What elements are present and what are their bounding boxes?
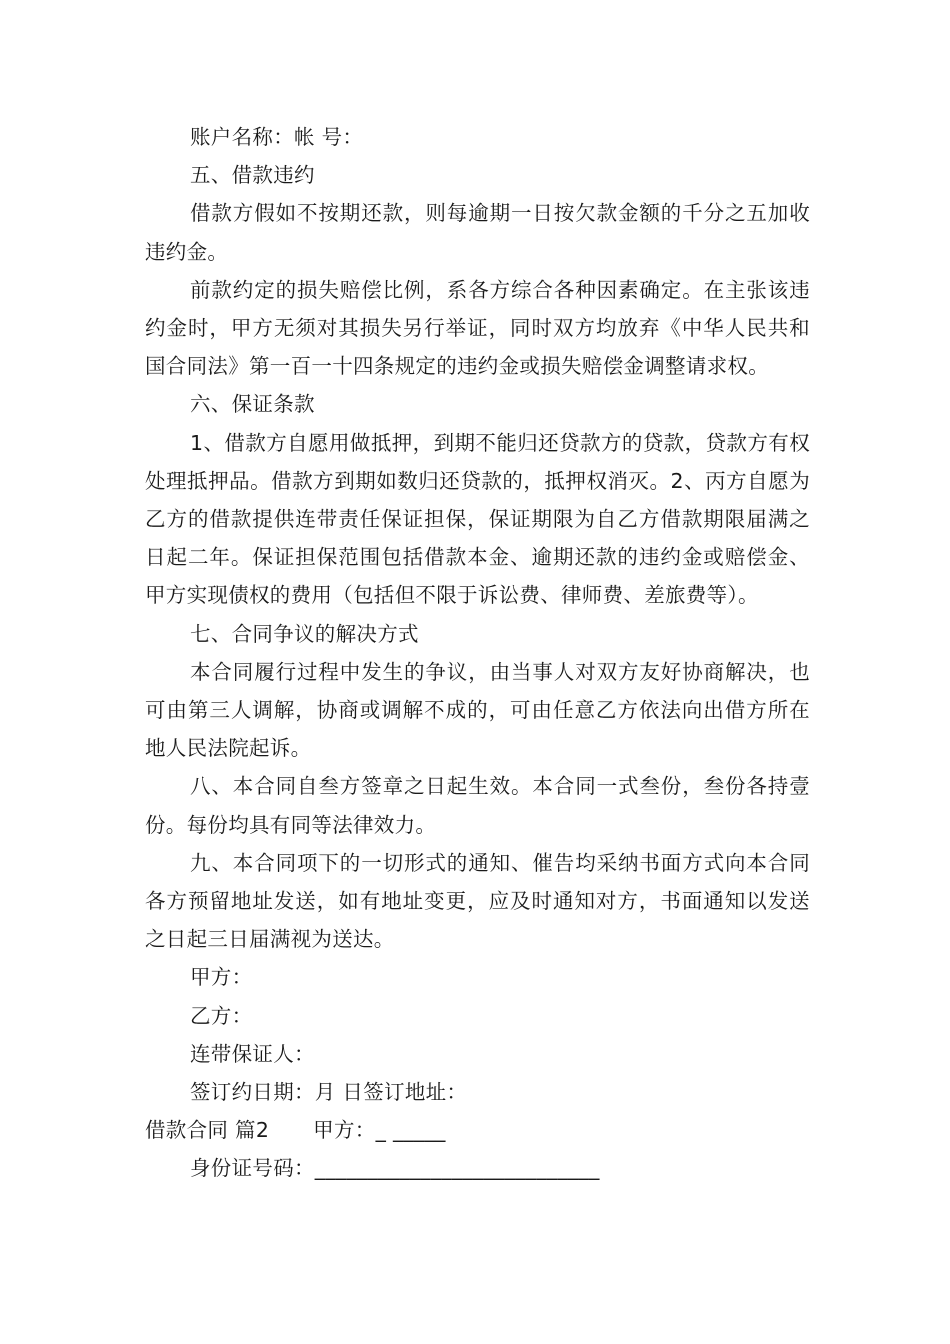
section-nine-paragraph: 九、本合同项下的一切形式的通知、催告均采纳书面方式向本合同各方预留地址发送，如有地址变更，应及时通知对方，书面通知以发送之日起三日届满视为送达。: [145, 850, 810, 952]
section-six-paragraph: 1、借款方自愿用做抵押，到期不能归还贷款方的贷款，贷款方有权处理抵押品。借款方到期如数归还贷款的，抵押权消灭。2、丙方自愿为乙方的借款提供连带责任保证担保，保证期限为自乙方借款期限届满之日起二年。保证担保范围包括借款本金、逾期还款的违约金或赔偿金、甲方实现债权的费用（包括但不限于诉讼费、律师费、差旅费等）。: [145, 430, 810, 608]
signing-date-place-line: 签订约日期：月 日签订地址：: [190, 1080, 468, 1105]
section-six-heading: 六、保证条款: [190, 392, 315, 417]
section-five-heading: 五、借款违约: [190, 163, 315, 188]
document-body: [145, 118, 810, 1188]
party-b-signature-line: 乙方：: [190, 1003, 253, 1028]
section-eight-paragraph: 八、本合同自叁方签章之日起生效。本合同一式叁份，叁份各持壹份。每份均具有同等法律效力。: [145, 774, 810, 837]
party-a-signature-line: 甲方：: [190, 965, 253, 990]
contract-two-party-a: 甲方：_ _____: [313, 1118, 446, 1143]
contract-two-title: 借款合同 篇2: [145, 1118, 270, 1143]
section-five-paragraph-1: 借款方假如不按期还款，则每逾期一日按欠款金额的千分之五加收违约金。: [145, 201, 810, 264]
section-seven-paragraph: 本合同履行过程中发生的争议，由当事人对双方友好协商解决，也可由第三人调解，协商或调解不成的，可由任意乙方依法向出借方所在地人民法院起诉。: [145, 659, 810, 761]
account-line: 账户名称：帐 号：: [190, 125, 364, 149]
id-number-line: 身份证号码：___________________________: [190, 1156, 600, 1181]
guarantor-signature-line: 连带保证人：: [190, 1041, 315, 1066]
section-five-paragraph-2: 前款约定的损失赔偿比例，系各方综合各种因素确定。在主张该违约金时，甲方无须对其损失另行举证，同时双方均放弃《中华人民共和国合同法》第一百一十四条规定的违约金或损失赔偿金调整请求权。: [145, 277, 810, 379]
section-seven-heading: 七、合同争议的解决方式: [190, 621, 419, 646]
contract-two-header-line: [145, 1111, 810, 1149]
